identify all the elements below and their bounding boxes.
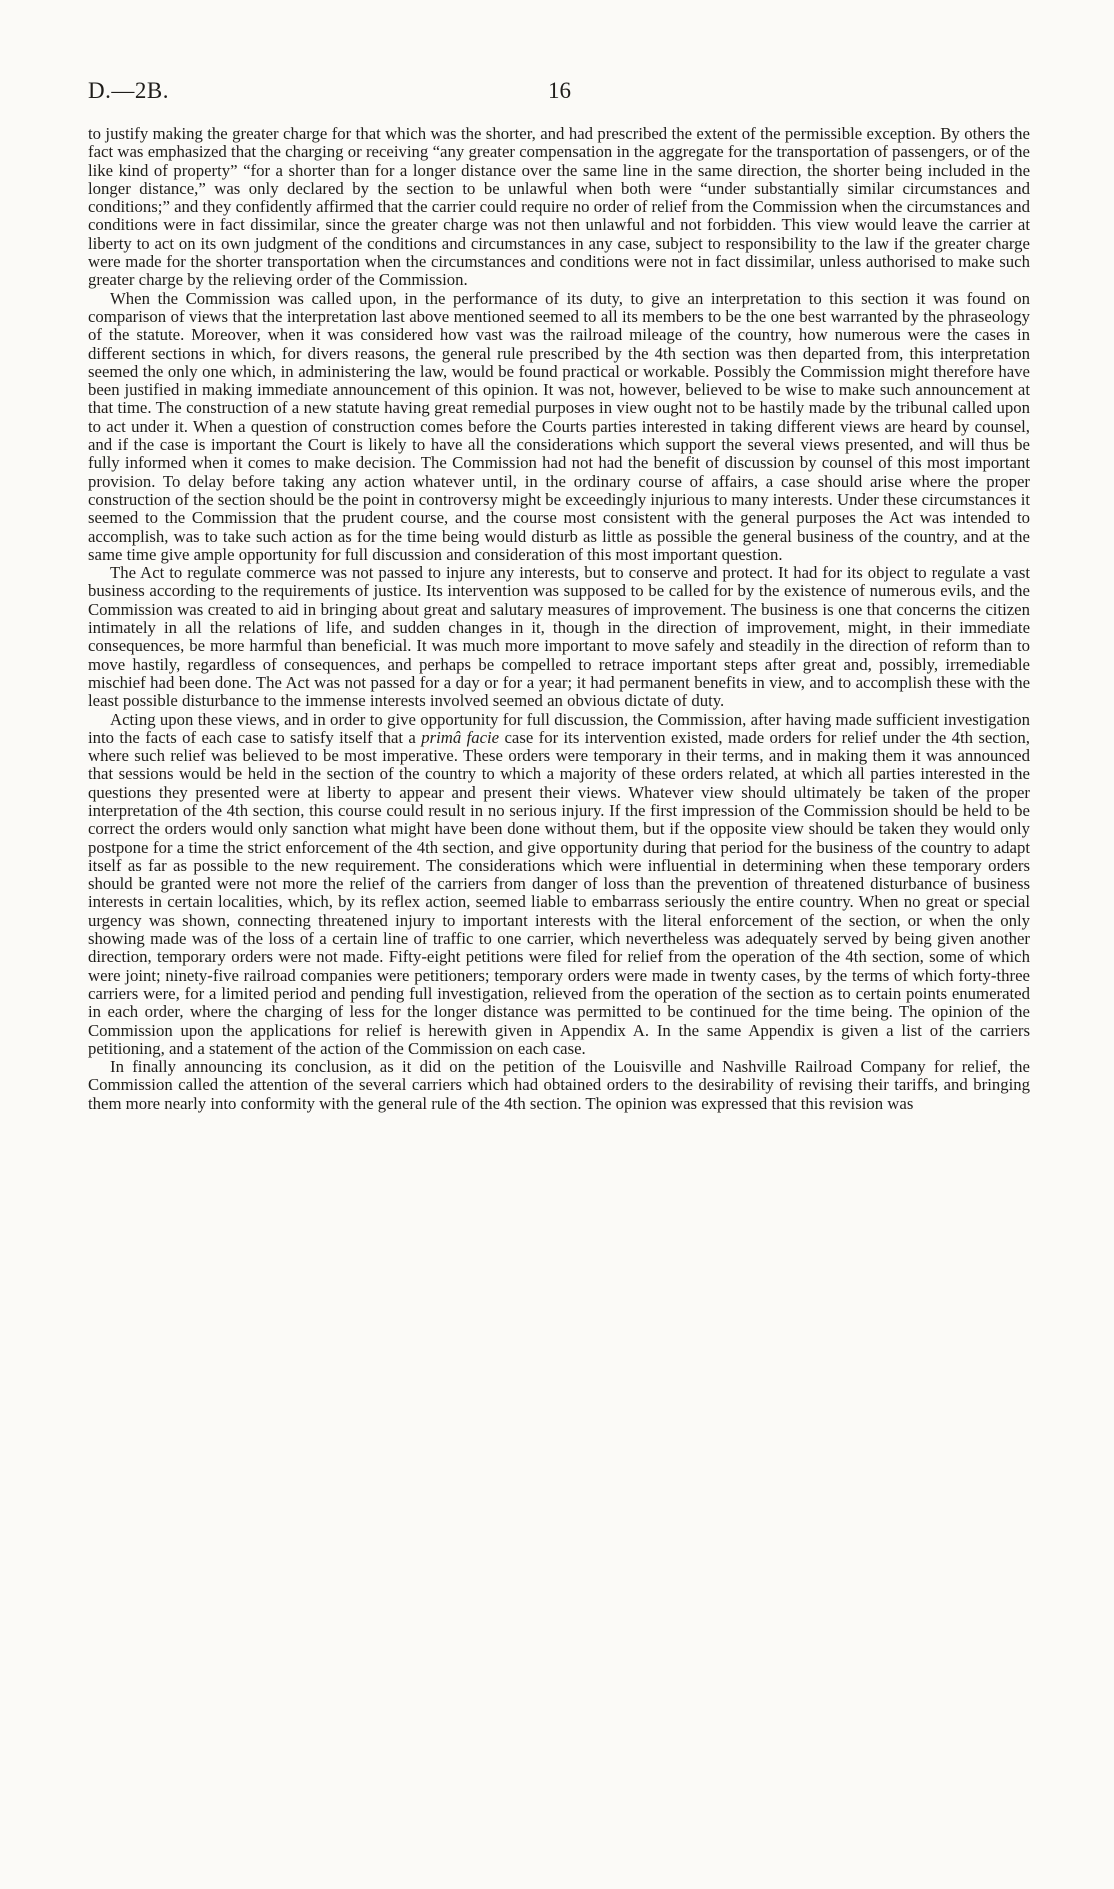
document-reference: D.—2B. <box>88 78 169 103</box>
paragraph-1-continued: to justify making the greater charge for that which was the shorter, and had prescribed the extent of the permissible exception. By others the fact was emphasized that the charging or receiving “any greater compensation in the aggregate for the transportation of passengers, or of the like kind of property” “for a shorter than for a longer distance over the same line in the same direction, the shorter being included in the longer distance,” was only declared by the section to be unlawful when both were “under substantially similar circumstances and conditions;” and they confidently affirmed that the carrier could require no order of relief from the Commission when the circumstances and conditions were in fact dissimilar, since the greater charge was not then unlawful and not forbidden. This view would leave the carrier at liberty to act on its own judgment of the conditions and circumstances in any case, subject to responsibility to the law if the greater charge were made for the shorter transportation when the circumstances and conditions were not in fact dissimilar, unless authorised to make such greater charge by the relieving order of the Commission. <box>88 124 1030 290</box>
paragraph-4 <box>88 711 1030 1059</box>
paragraph-3: The Act to regulate commerce was not passed to injure any interests, but to conserve and protect. It had for its object to regulate a vast business according to the requirements of justice. Its intervention was supposed to be called for by the existence of numerous evils, and the Commission was created to aid in bringing about great and salutary measures of improvement. The business is one that concerns the citizen intimately in all the relations of life, and sudden changes in it, though in the direction of improvement, might, in their immediate consequences, be more harmful than beneficial. It was much more important to move safely and steadily in the direction of reform than to move hastily, regardless of consequences, and perhaps be compelled to retrace important steps after great and, possibly, irremediable mischief had been done. The Act was not passed for a day or for a year; it had permanent benefits in view, and to accomplish these with the least possible disturbance to the immense interests involved seemed an obvious dictate of duty. <box>88 563 1030 711</box>
paragraph-4-part-1: Acting upon these views, and in order to give opportunity for full discussion, the Commission, after having made sufficient investigation into the facts of each case to satisfy itself that a <box>88 709 1030 747</box>
paragraph-5: In finally announcing its conclusion, as it did on the petition of the Louisville and Nashville Railroad Company for relief, the Commission called the attention of the several carriers which had obtained orders to the desirability of revising their tariffs, and bringing them more nearly into conformity with the general rule of the 4th section. The opinion was expressed that this revision was <box>88 1057 1030 1113</box>
page-number: 16 <box>548 78 571 103</box>
page-header <box>88 78 1028 108</box>
body-text <box>88 125 1030 1113</box>
paragraph-4-italic-term: primâ facie <box>421 727 500 747</box>
paragraph-2: When the Commission was called upon, in the performance of its duty, to give an interpretation to this section it was found on comparison of views that the interpretation last above mentioned seemed to all its members to be the one best warranted by the phraseology of the statute. Moreover, when it was considered how vast was the railroad mileage of the country, how numerous were the cases in different sections in which, for divers reasons, the general rule prescribed by the 4th section was then departed from, this interpretation seemed the only one which, in administering the law, would be found practical or workable. Possibly the Commission might therefore have been justified in making immediate announcement of this opinion. It was not, however, believed to be wise to make such announcement at that time. The construction of a new statute having great remedial purposes in view ought not to be hastily made by the tribunal called upon to act under it. When a question of construction comes before the Courts parties interested in taking different views are heard by counsel, and if the case is important the Court is likely to have all the considerations which support the several views presented, and will thus be fully informed when it comes to make decision. The Commission had not had the benefit of discussion by counsel of this most important provision. To delay before taking any action whatever until, in the ordinary course of affairs, a case should arise where the proper construction of the section should be the point in controversy might be exceedingly injurious to many interests. Under these circumstances it seemed to the Commission that the prudent course, and the course most consistent with the general purposes the Act was intended to accomplish, was to take such action as for the time being would disturb as little as possible the general business of the country, and at the same time give ample opportunity for full discussion and consideration of this most important question. <box>88 288 1030 564</box>
paragraph-4-part-2: case for its intervention existed, made orders for relief under the 4th section, where such relief was believed to be most imperative. These orders were temporary in their terms, and in making them it was announced that sessions would be held in the section of the country to which a majority of these orders related, at which all parties interested in the questions they presented were at liberty to appear and present their views. Whatever view should ultimately be taken of the proper interpretation of the 4th section, this course could result in no serious injury. If the first impression of the Commission should be held to be correct the orders would only sanction what might have been done without them, but if the opposite view should be taken they would only postpone for a time the strict enforcement of the 4th section, and give opportunity during that period for the business of the country to adapt itself as far as possible to the new requirement. The considerations which were influential in determining when these temporary orders should be granted were not more the relief of the carriers from danger of loss than the prevention of threatened disturbance of business interests in certain localities, which, by its reflex action, seemed liable to embarrass seriously the entire country. When no great or special urgency was shown, connecting threatened injury to important interests with the literal enforcement of the section, or when the only showing made was of the loss of a certain line of traffic to one carrier, which nevertheless was adequately served by being given another direction, temporary orders were not made. Fifty-eight petitions were filed for relief from the operation of the 4th section, some of which were joint; ninety-five railroad companies were petitioners; temporary orders were made in twenty cases, by the terms of which forty-three carriers were, for a limited period and pending full investigation, relieved from the operation of the section as to certain points enumerated in each order, where the charging of less for the longer distance was permitted to be continued for the time being. The opinion of the Commission upon the applications for relief is herewith given in Appendix A. In the same Appendix is given a list of the carriers petitioning, and a statement of the action of the Commission on each case. <box>88 727 1030 1058</box>
